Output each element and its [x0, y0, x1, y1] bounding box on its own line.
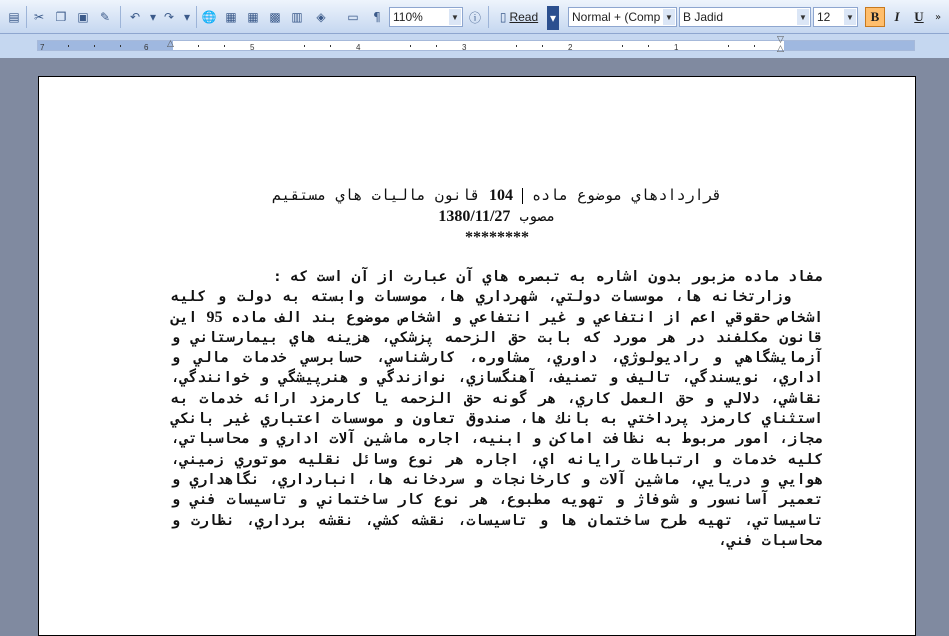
ruler-dot [622, 45, 623, 47]
ruler-dot [648, 45, 649, 47]
ruler-dot [330, 45, 331, 47]
document-body[interactable] [171, 185, 823, 551]
title-line-1: قراردادهاي موضوع ماده 104 قانون ماليات هاي مستقيم [272, 186, 722, 204]
read-label: Read [509, 10, 539, 24]
font-select[interactable] [679, 7, 811, 27]
body-paragraph: وزارتخانه ها، موسسات دولتي، شهرداري ها، موسسات وابسته به دولت و كليه اشخاص حقوقي اعم از انتفاعي و غير انتفاعي و اشخاص موضوع بند الف ماده 95 اين قانون مكلفند در هر مورد كه بابت حق الزحمه پزشكي، هزينه هاي بيمارستاني و آزمايشگاهي و راديولوژي، داوري، مشاوره، كارشناسي، حسابرسي خدمات مالي و اداري، نويسندگي، تاليف و تصنيف، آهنگسازي، نوازندگي و هنرپيشگي و خوانندگي، نقاشي، دلالي و حق العمل كاري، هر گونه حق الزحمه يا كارمزد ارائه خدمات به استثناي كارمزد پرداختي به بانك ها، صندوق تعاون و موسسات اعتباري غير بانكي مجاز، امور مربوط به نظافت اماكن و ابنيه، اجاره ماشين آلات اداري و محاسباتي، كليه خدمات و ارتباطات رايانه اي، اجاره هر نوع وسائل نقليه موتوري زميني، هوايي و دريايي، ماشين آلات و كارخانجات و سردخانه ها، انبارداري، نگاهداري و تعمير آسانسور و شوفاژ و تهويه مطبوع، هر نوع كار ساختماني و تاسيسات فني و تاسيساتي، تهيه طرح ساختمان ها و تاسيسات، نقشه كشي، نقشه برداري، نظارت و محاسبات فني، [171, 289, 823, 549]
hyperlink-icon[interactable]: 🌐 [201, 10, 217, 24]
ruler-dot [728, 45, 729, 47]
document-map-icon[interactable]: ▭ [347, 10, 359, 24]
intro-paragraph: مفاد ماده مزبور بدون اشاره به تبصره هاي آن عبارت از آن است كه : [273, 269, 823, 285]
open-icon[interactable]: ▤ [8, 10, 20, 24]
read-button[interactable] [493, 7, 545, 27]
toolbar-overflow-icon[interactable]: » [934, 11, 942, 23]
ruler-dot [542, 45, 543, 47]
chevron-down-icon[interactable]: ▼ [449, 9, 461, 25]
ruler-tick-label: 4 [356, 43, 361, 52]
ruler-right-margin [784, 41, 914, 50]
ruler-tick-label: 6 [144, 43, 149, 52]
horizontal-ruler[interactable] [0, 34, 949, 58]
redo-dropdown-icon[interactable]: ▾ [183, 10, 191, 24]
columns-icon[interactable]: ▥ [291, 10, 303, 24]
toolbar-options-icon[interactable]: ▾ [547, 6, 559, 30]
right-indent-marker[interactable]: ▽ △ [777, 35, 784, 54]
drawing-icon[interactable]: ◈ [316, 10, 326, 24]
ruler-tick-label: 3 [462, 43, 467, 52]
ruler-dot [754, 45, 755, 47]
formatting-toolbar [0, 0, 949, 34]
ruler-left-margin [38, 41, 173, 50]
chevron-down-icon[interactable]: ▼ [797, 9, 809, 25]
document-workspace [0, 58, 949, 631]
ruler-dot [410, 45, 411, 47]
ruler-dot [120, 45, 121, 47]
ruler-dot [436, 45, 437, 47]
ruler-dot [68, 45, 69, 47]
underline-button[interactable]: U [914, 9, 924, 24]
ruler-tick-label: 5 [250, 43, 255, 52]
left-indent-marker[interactable]: △ [167, 39, 174, 49]
chevron-down-icon[interactable]: ▼ [663, 9, 675, 25]
paste-icon[interactable]: ▣ [77, 10, 89, 24]
tables-borders-icon[interactable]: ▦ [225, 10, 237, 24]
toolbar-separator [196, 6, 197, 28]
ruler-dot [224, 45, 225, 47]
toolbar-separator [120, 6, 121, 28]
document-page[interactable] [38, 76, 916, 636]
undo-icon[interactable]: ↶ [129, 10, 141, 24]
copy-icon[interactable]: ❐ [55, 10, 67, 24]
undo-dropdown-icon[interactable]: ▾ [149, 10, 157, 24]
help-icon[interactable]: ⓘ [468, 10, 481, 25]
ruler-tick-label: 1 [674, 43, 679, 52]
ruler-dot [516, 45, 517, 47]
insert-excel-icon[interactable]: ▩ [269, 10, 281, 24]
ruler-dot [94, 45, 95, 47]
title-stars: ******** [465, 229, 529, 246]
ruler-dot [198, 45, 199, 47]
paragraph-mark-icon[interactable]: ¶ [373, 10, 381, 24]
ruler-tick-label: 2 [568, 43, 573, 52]
chevron-down-icon[interactable]: ▼ [844, 9, 856, 25]
text-cursor [522, 188, 523, 204]
title-line-2: مصوب 1380/11/27 [438, 207, 556, 225]
toolbar-separator [488, 6, 489, 28]
style-select[interactable] [568, 7, 677, 27]
style-value: Normal + (Comp [572, 10, 661, 24]
ruler-tick-label: 7 [40, 43, 45, 52]
font-value: B Jadid [683, 10, 724, 24]
format-painter-icon[interactable]: ✎ [99, 10, 111, 24]
zoom-select[interactable] [389, 7, 463, 27]
document-paragraphs [171, 267, 823, 551]
font-size-value: 12 [817, 10, 831, 24]
bold-button[interactable]: B [865, 7, 885, 27]
italic-button[interactable]: I [894, 9, 900, 24]
zoom-value: 110% [393, 10, 423, 24]
insert-table-icon[interactable]: ▦ [247, 10, 259, 24]
redo-icon[interactable]: ↷ [163, 10, 175, 24]
book-icon: ▯ [499, 10, 507, 24]
font-size-select[interactable] [813, 7, 858, 27]
toolbar-separator [26, 6, 27, 28]
cut-icon[interactable]: ✂ [33, 10, 45, 24]
ruler-dot [304, 45, 305, 47]
